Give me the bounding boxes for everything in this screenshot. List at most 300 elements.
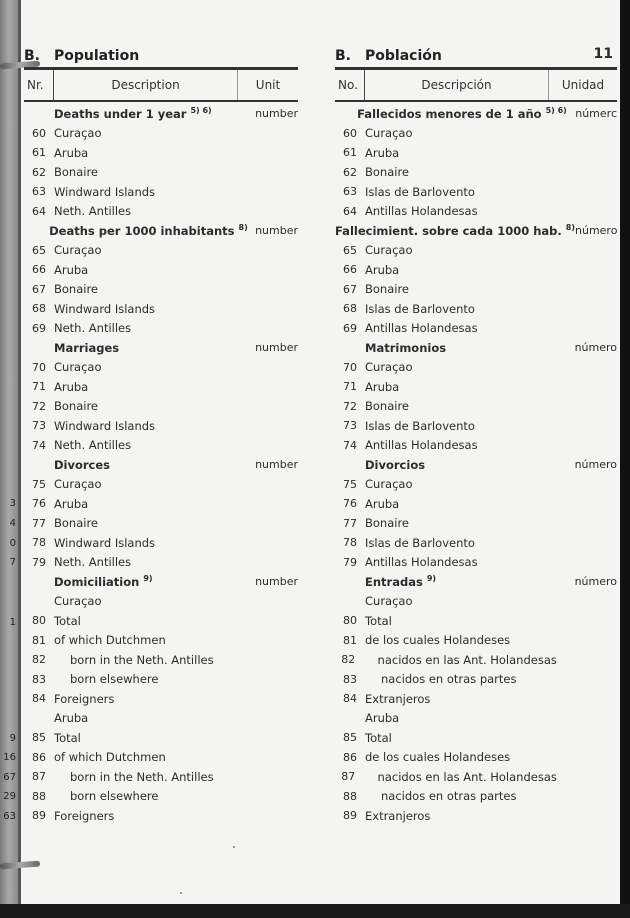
table-row — [335, 416, 617, 436]
row-description — [365, 380, 549, 394]
table-row — [335, 260, 617, 280]
row-number: 89 — [32, 809, 46, 823]
row-number: 69 — [32, 321, 46, 335]
table-row — [24, 592, 298, 612]
description-text: Windward Islands — [54, 184, 156, 199]
description-text: Islas de Barlovento — [365, 418, 475, 433]
row-description — [365, 497, 549, 511]
table-row — [335, 163, 617, 183]
row-description — [54, 399, 238, 413]
row-description — [54, 126, 238, 140]
description-text: Aruba — [54, 379, 89, 394]
bleed-number: 0 — [9, 538, 16, 549]
row-description — [365, 614, 549, 628]
description-text: Antillas Holandesas — [365, 555, 478, 570]
table-row — [24, 611, 298, 631]
description-text: Curaçao — [54, 594, 102, 609]
description-text: Neth. Antilles — [54, 555, 132, 570]
description-text: Bonaire — [365, 399, 410, 414]
row-description — [54, 204, 238, 218]
description-text: of which Dutchmen — [54, 633, 166, 648]
row-description — [365, 789, 549, 803]
row-description — [54, 146, 238, 160]
description-text: de los cuales Holandeses — [365, 633, 511, 648]
table-row — [24, 358, 298, 378]
row-description — [54, 497, 238, 511]
page-bottom-shadow — [0, 904, 630, 918]
row-description — [54, 165, 238, 179]
row-description — [54, 477, 238, 491]
table-row — [335, 728, 617, 748]
row-description — [54, 692, 238, 706]
description-text: Aruba — [365, 496, 400, 511]
row-description — [365, 477, 549, 491]
row-number: 65 — [343, 243, 357, 257]
row-number: 79 — [343, 555, 357, 569]
row-number: 71 — [32, 380, 46, 394]
bleed-number: 9 — [9, 733, 16, 744]
row-number: 64 — [32, 204, 46, 218]
row-number: 81 — [343, 633, 357, 647]
description-text: Foreigners — [54, 808, 115, 823]
description-text: Curaçao — [365, 360, 413, 375]
row-description — [362, 653, 557, 667]
row-description — [357, 106, 567, 121]
description-text: Bonaire — [54, 399, 99, 414]
row-number: 78 — [343, 536, 357, 550]
row-description — [54, 243, 238, 257]
row-description — [54, 321, 238, 335]
description-text: Divorcios — [365, 457, 426, 472]
row-description — [54, 341, 238, 355]
description-text: Aruba — [54, 496, 89, 511]
row-description — [365, 711, 549, 725]
page-edge-shadow — [620, 0, 630, 918]
row-description — [54, 536, 238, 550]
table-row — [335, 280, 617, 300]
row-description — [365, 302, 549, 316]
row-number: 85 — [32, 731, 46, 745]
description-text: born elsewhere — [70, 672, 159, 687]
description-text: Total — [54, 613, 81, 628]
section-title-text: Population — [54, 48, 140, 64]
bleed-number: 63 — [3, 811, 16, 822]
table-row — [335, 553, 617, 573]
row-description — [54, 458, 238, 472]
row-description — [54, 516, 238, 530]
column-header-nr: Nr. — [24, 70, 54, 100]
row-number: 71 — [343, 380, 357, 394]
description-text: Neth. Antilles — [54, 438, 132, 453]
row-number: 88 — [32, 789, 46, 803]
description-text: Curaçao — [54, 360, 102, 375]
row-unit: number — [255, 224, 298, 238]
description-text: de los cuales Holandeses — [365, 750, 511, 765]
footnote-ref: 9) — [143, 574, 153, 584]
row-description — [54, 789, 238, 803]
table-row — [24, 280, 298, 300]
table-row — [335, 241, 617, 261]
row-number: 73 — [32, 419, 46, 433]
footnote-ref: 5) 6) — [190, 106, 212, 116]
description-text: Fallecidos menores de 1 año — [357, 107, 542, 122]
row-number: 82 — [32, 653, 46, 667]
description-text: nacidos en otras partes — [381, 789, 517, 804]
description-text: Divorces — [54, 457, 111, 472]
bleed-number: 67 — [3, 772, 16, 783]
row-number: 64 — [343, 204, 357, 218]
description-text: Curaçao — [365, 243, 413, 258]
table-row — [335, 787, 617, 807]
description-text: Aruba — [54, 711, 89, 726]
table-section-heading — [335, 104, 617, 124]
row-description — [365, 146, 549, 160]
row-description — [365, 574, 549, 589]
row-description — [365, 360, 549, 374]
description-text: Antillas Holandesas — [365, 321, 478, 336]
row-description — [54, 653, 238, 667]
row-description — [365, 165, 549, 179]
paper-speck — [233, 846, 235, 848]
table-row — [24, 670, 298, 690]
description-text: Aruba — [365, 379, 400, 394]
table-row — [24, 416, 298, 436]
row-description — [365, 458, 549, 472]
table-row — [335, 611, 617, 631]
row-number: 76 — [343, 497, 357, 511]
row-unit: número — [574, 341, 617, 355]
row-number: 60 — [343, 126, 357, 140]
row-number: 62 — [32, 165, 46, 179]
column-header-unit: Unidad — [561, 78, 605, 92]
margin-bleed-numbers — [0, 0, 16, 918]
table-row — [335, 475, 617, 495]
row-description — [365, 126, 549, 140]
description-text: Deaths per 1000 inhabitants — [49, 224, 235, 239]
row-number: 70 — [343, 360, 357, 374]
row-description — [54, 282, 238, 296]
row-description — [54, 106, 238, 121]
row-description — [365, 243, 549, 257]
row-number: 67 — [32, 282, 46, 296]
row-number: 68 — [343, 302, 357, 316]
description-text: Aruba — [54, 262, 89, 277]
description-text: Islas de Barlovento — [365, 184, 475, 199]
bleed-number: 29 — [3, 791, 16, 802]
row-number: 85 — [343, 731, 357, 745]
row-number: 76 — [32, 497, 46, 511]
footnote-ref: 5) 6) — [545, 106, 567, 116]
row-description — [54, 731, 238, 745]
row-number: 60 — [32, 126, 46, 140]
row-unit: número — [574, 458, 617, 472]
description-text: nacidos en las Ant. Holandesas — [377, 652, 557, 667]
row-description — [365, 750, 549, 764]
row-number: 82 — [341, 653, 356, 667]
row-description — [365, 516, 549, 530]
row-description — [54, 438, 238, 452]
description-text: Curaçao — [365, 594, 413, 609]
table-row — [335, 377, 617, 397]
row-description — [54, 809, 238, 823]
bleed-number: 3 — [9, 498, 16, 509]
row-unit: número — [574, 575, 617, 589]
description-text: Windward Islands — [54, 418, 156, 433]
row-number: 61 — [343, 146, 357, 160]
row-description — [54, 185, 238, 199]
table-row — [335, 319, 617, 339]
row-number: 75 — [32, 477, 46, 491]
row-number: 84 — [343, 692, 357, 706]
row-description — [54, 633, 238, 647]
row-description — [54, 263, 238, 277]
row-description — [54, 419, 238, 433]
row-number: 68 — [32, 302, 46, 316]
description-text: nacidos en las Ant. Holandesas — [377, 769, 557, 784]
table-row — [335, 709, 617, 729]
row-description — [54, 555, 238, 569]
row-number: 80 — [343, 614, 357, 628]
row-description — [54, 672, 238, 686]
row-number: 81 — [32, 633, 46, 647]
bleed-number: 4 — [9, 518, 16, 529]
row-number: 88 — [343, 789, 357, 803]
bleed-number: 16 — [3, 752, 16, 763]
description-text: Windward Islands — [54, 535, 156, 550]
row-number: 83 — [32, 672, 46, 686]
table-row — [335, 767, 617, 787]
row-number: 65 — [32, 243, 46, 257]
paper-speck — [180, 892, 182, 894]
row-number: 78 — [32, 536, 46, 550]
table-row — [24, 436, 298, 456]
table-row — [24, 748, 298, 768]
table-row — [335, 806, 617, 826]
description-text: Total — [365, 730, 392, 745]
section-letter: B. — [24, 48, 40, 64]
description-text: Extranjeros — [365, 808, 431, 823]
row-description — [54, 711, 238, 725]
description-text: Bonaire — [365, 516, 410, 531]
table-row — [335, 358, 617, 378]
section-title — [24, 48, 139, 64]
table-row — [24, 202, 298, 222]
row-number: 77 — [32, 516, 46, 530]
description-text: Bonaire — [54, 282, 99, 297]
row-number: 84 — [32, 692, 46, 706]
row-number: 62 — [343, 165, 357, 179]
description-text: Domiciliation — [54, 575, 140, 590]
row-description — [365, 204, 549, 218]
description-text: Bonaire — [54, 165, 99, 180]
row-description — [365, 731, 549, 745]
row-unit: número — [575, 224, 618, 238]
row-description — [365, 263, 549, 277]
table-row — [24, 553, 298, 573]
table-section-heading — [24, 221, 298, 241]
row-number: 86 — [343, 750, 357, 764]
description-text: Neth. Antilles — [54, 204, 132, 219]
description-text: Aruba — [365, 711, 400, 726]
description-text: Bonaire — [54, 516, 99, 531]
row-description — [365, 438, 549, 452]
table-row — [335, 650, 617, 670]
page-number: 11 — [593, 46, 613, 62]
description-text: Marriages — [54, 340, 120, 355]
row-description — [54, 360, 238, 374]
table-row — [335, 143, 617, 163]
table-row — [335, 494, 617, 514]
row-number: 89 — [343, 809, 357, 823]
row-description — [335, 223, 575, 238]
row-description — [362, 770, 557, 784]
table-row — [335, 202, 617, 222]
table-row — [24, 124, 298, 144]
table-body — [24, 104, 298, 826]
row-description — [365, 633, 549, 647]
row-number: 74 — [32, 438, 46, 452]
row-description — [54, 770, 238, 784]
column-header-unit: Unit — [255, 78, 281, 92]
row-description — [365, 555, 549, 569]
table-row — [24, 650, 298, 670]
description-text: Entradas — [365, 575, 423, 590]
table-row — [335, 436, 617, 456]
description-text: Curaçao — [54, 126, 102, 141]
description-text: Curaçao — [54, 243, 102, 258]
description-text: Total — [54, 730, 81, 745]
table-row — [24, 533, 298, 553]
description-text: Antillas Holandesas — [365, 438, 478, 453]
description-text: Bonaire — [365, 282, 410, 297]
table-row — [335, 689, 617, 709]
description-text: born elsewhere — [70, 789, 159, 804]
row-description — [54, 574, 238, 589]
table-section-heading — [335, 455, 617, 475]
row-number: 72 — [32, 399, 46, 413]
column-header-description: Description — [54, 70, 238, 100]
row-description — [365, 594, 549, 608]
row-description — [365, 692, 549, 706]
row-description — [365, 341, 549, 355]
row-number: 79 — [32, 555, 46, 569]
row-number: 83 — [343, 672, 357, 686]
row-description — [365, 419, 549, 433]
row-number: 70 — [32, 360, 46, 374]
row-number: 67 — [343, 282, 357, 296]
row-number: 75 — [343, 477, 357, 491]
row-unit: number — [255, 575, 298, 589]
row-description — [365, 321, 549, 335]
table-row — [24, 709, 298, 729]
binding-edge — [18, 0, 21, 918]
row-description — [54, 750, 238, 764]
description-text: Aruba — [54, 145, 89, 160]
description-text: Total — [365, 613, 392, 628]
table-row — [24, 689, 298, 709]
row-number: 61 — [32, 146, 46, 160]
row-description — [365, 809, 549, 823]
description-text: Neth. Antilles — [54, 321, 132, 336]
table-row — [24, 182, 298, 202]
row-number: 66 — [343, 263, 357, 277]
description-text: Curaçao — [365, 126, 413, 141]
description-text: Fallecimient. sobre cada 1000 hab. — [335, 224, 562, 239]
description-text: Matrimonios — [365, 340, 447, 355]
description-text: Extranjeros — [365, 691, 431, 706]
row-description — [365, 399, 549, 413]
footnote-ref: 9) — [426, 574, 437, 584]
description-text: Curaçao — [54, 477, 102, 492]
table-row — [24, 806, 298, 826]
row-unit: number — [255, 458, 298, 472]
description-text: Deaths under 1 year — [54, 107, 187, 122]
description-text: born in the Neth. Antilles — [70, 652, 214, 667]
table-row — [335, 397, 617, 417]
row-description — [54, 302, 238, 316]
row-description — [365, 185, 549, 199]
bleed-number: 1 — [9, 617, 16, 628]
footnote-ref: 8) — [238, 223, 248, 233]
table-row — [24, 494, 298, 514]
table-row — [335, 592, 617, 612]
row-description — [54, 594, 238, 608]
row-number: 63 — [32, 185, 46, 199]
description-text: Antillas Holandesas — [365, 204, 478, 219]
table-row — [24, 143, 298, 163]
table-row — [24, 767, 298, 787]
table-row — [335, 182, 617, 202]
row-number: 66 — [32, 263, 46, 277]
description-text: Bonaire — [365, 165, 410, 180]
table-section-heading — [24, 572, 298, 592]
bleed-number: 7 — [9, 557, 16, 568]
row-description — [49, 223, 248, 238]
description-text: born in the Neth. Antilles — [70, 769, 214, 784]
table-row — [335, 670, 617, 690]
row-description — [54, 614, 238, 628]
table-section-heading — [24, 338, 298, 358]
row-unit: number — [255, 107, 298, 121]
section-letter: B. — [335, 48, 351, 64]
description-text: Aruba — [365, 262, 400, 277]
table-row — [24, 728, 298, 748]
table-section-heading — [24, 455, 298, 475]
row-unit: númerc — [575, 107, 617, 121]
row-number: 87 — [32, 770, 46, 784]
table-row — [335, 631, 617, 651]
row-number: 87 — [341, 770, 356, 784]
table-row — [335, 124, 617, 144]
description-text: Foreigners — [54, 691, 115, 706]
table-row — [24, 787, 298, 807]
row-number: 72 — [343, 399, 357, 413]
column-header-nr: No. — [335, 70, 365, 100]
table-row — [335, 748, 617, 768]
table-row — [24, 299, 298, 319]
table-row — [24, 397, 298, 417]
column-header-description: Descripción — [365, 70, 549, 100]
description-text: nacidos en otras partes — [381, 672, 517, 687]
row-number: 63 — [343, 185, 357, 199]
table-row — [24, 514, 298, 534]
description-text: Islas de Barlovento — [365, 535, 475, 550]
description-text: Aruba — [365, 145, 400, 160]
row-number: 80 — [32, 614, 46, 628]
section-title — [335, 48, 442, 64]
row-number: 86 — [32, 750, 46, 764]
table-row — [24, 163, 298, 183]
